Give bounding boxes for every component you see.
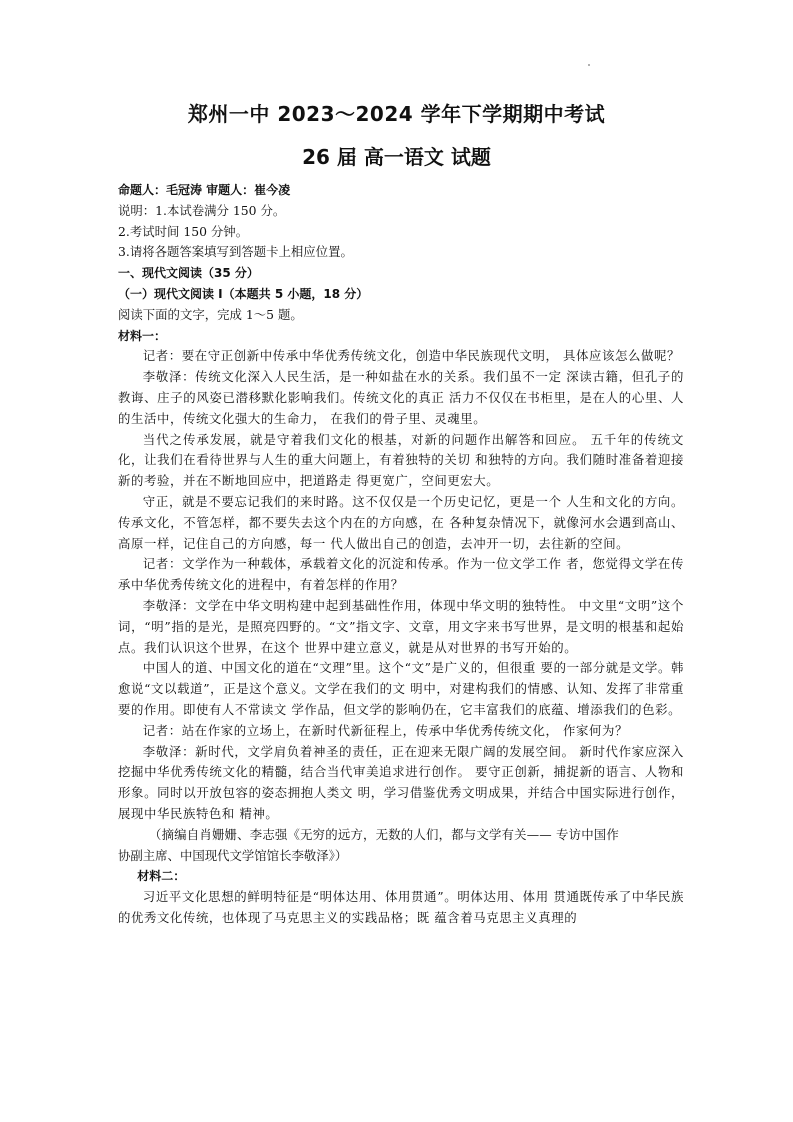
- note-line-3: 3.请将各题答案填写到答题卡上相应位置。: [118, 244, 353, 260]
- note-line-1: 说明：1.本试卷满分 150 分。: [118, 202, 286, 218]
- paragraph: 记者：站在作家的立场上，在新时代新征程上，传承中华优秀传统文化， 作家何为？: [142, 722, 628, 738]
- note-line-2: 2.考试时间 150 分钟。: [118, 223, 249, 239]
- paragraph: 李敬泽：新时代，文学肩负着神圣的责任，正在迎来无限广阔的发展空间。 新时代作家应深入挖掘中华优秀传统文化的精髓，结合当代审美追求进行创作。 要守正创新，捕捉新的语言、人物和形象。同时以开放包容的姿态拥抱人类文 明，学习借鉴优秀文明成果，并结合中国实际进行创作，展现中华民族特色和 精神。: [118, 743, 684, 821]
- authors-line: 命题人：毛冠涛 审题人：崔今凌: [118, 183, 291, 197]
- reading-instruction: 阅读下面的文字，完成 1～5 题。: [118, 306, 303, 322]
- section-heading: 一、现代文阅读（35 分）: [118, 266, 259, 281]
- exam-title: 郑州一中 2023～2024 学年下学期期中考试: [187, 102, 606, 126]
- paragraph: 记者：要在守正创新中传承中华优秀传统文化，创造中华民族现代文明， 具体应该怎么做呢？: [142, 348, 680, 364]
- material-1-label: 材料一：: [118, 328, 167, 343]
- paragraph: 中国人的道、中国文化的道在“文理”里。这个“文”是广义的，但很重 要的一部分就是文学。韩愈说“文以载道”，正是这个意义。文学在我们的文 明中，对建构我们的情感、认知、发挥了非常重要的作用。即使有人不常读文 学作品，但文学的影响仍在，它丰富我们的底蕴、增添我们的色彩。: [118, 660, 684, 717]
- paragraph: 守正，就是不要忘记我们的来时路。这不仅仅是一个历史记忆，更是一个 人生和文化的方向。传承文化，不管怎样，都不要失去这个内在的方向感，在 各种复杂情况下，就像河水会遇到高山、高原一样，记住自己的方向感，每一 代人做出自己的创造，去冲开一切，去往新的空间。: [118, 493, 684, 551]
- exam-subtitle: 26 届 高一语文 试题: [302, 145, 491, 169]
- paragraph: 李敬泽：传统文化深入人民生活，是一种如盐在水的关系。我们虽不一定 深读古籍，但孔子的教诲、庄子的风姿已潜移默化影响我们。传统文化的真正 活力不仅仅在书柜里，是在人的心里、人的生活中，传统文化强大的生命力， 在我们的骨子里、灵魂里。: [118, 369, 684, 426]
- scan-speck: [588, 64, 590, 66]
- paragraph: 记者：文学作为一种载体，承载着文化的沉淀和传承。作为一位文学工作 者，您觉得文学在传承中华优秀传统文化的进程中，有着怎样的作用？: [118, 556, 684, 593]
- paragraph: 当代之传承发展，就是守着我们文化的根基，对新的问题作出解答和回应。 五千年的传统文化，让我们在看待世界与人生的重大问题上，有着独特的关切 和独特的方向。我们随时准备着迎接新的考验，并在不断地回应中，把道路走 得更宽广，空间更宏大。: [118, 431, 684, 489]
- sub-section-heading: （一）现代文阅读 I（本题共 5 小题，18 分）: [118, 286, 369, 301]
- material-2-label: 材料二：: [137, 869, 186, 884]
- document-body: [118, 180, 684, 929]
- source-citation-line-1: （摘编自肖姗姗、李志强《无穷的远方，无数的人们，都与文学有关—— 专访中国作: [149, 826, 619, 842]
- paragraph: 习近平文化思想的鲜明特征是“明体达用、体用贯通”。明体达用、体用 贯通既传承了中华民族的优秀文化传统，也体现了马克思主义的实践品格；既 蕴含着马克思主义真理的: [118, 889, 684, 925]
- source-citation-line-2: 协副主席、中国现代文学馆馆长李敬泽》）: [118, 847, 348, 863]
- paragraph: 李敬泽：文学在中华文明构建中起到基础性作用，体现中华文明的独特性。 中文里“文明”这个词，“明”指的是光，是照亮四野的。“文”指文字、文章，用文字来书写世界，是文明的根基和起始点。我们认识这个世界，在这个 世界中建立意义，就是从对世界的书写开始的。: [118, 597, 684, 655]
